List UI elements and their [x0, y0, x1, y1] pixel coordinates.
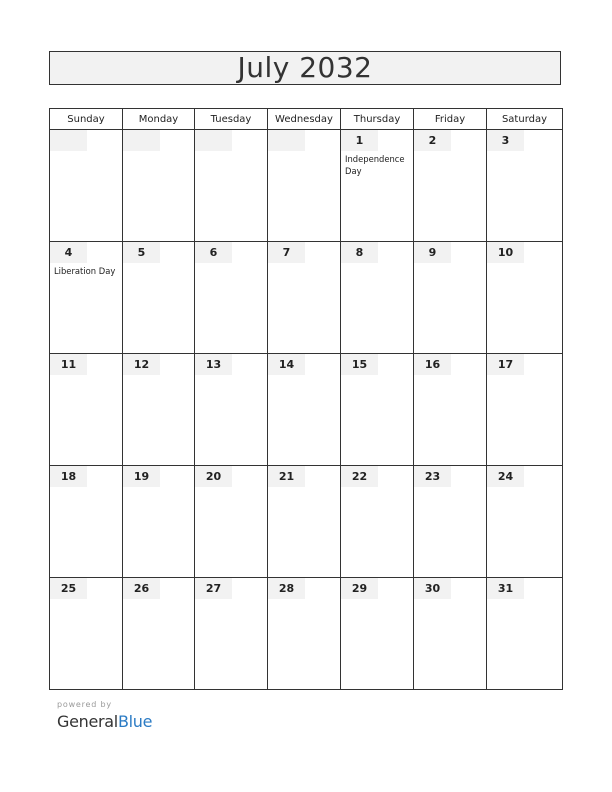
day-number: 2: [414, 130, 451, 151]
brand-footer: [57, 700, 152, 732]
brand-name-general: General: [57, 712, 118, 731]
day-cell[interactable]: [50, 130, 123, 242]
holiday-label: Liberation Day: [54, 266, 116, 276]
day-number: 5: [123, 242, 160, 263]
day-number: 20: [195, 466, 232, 487]
day-number: 1: [341, 130, 378, 151]
weekday-header-saturday: Saturday: [487, 109, 563, 130]
day-number: 31: [487, 578, 524, 599]
day-number: 25: [50, 578, 87, 599]
powered-by-text: powered by: [57, 700, 112, 709]
day-cell[interactable]: [123, 354, 195, 466]
day-cell[interactable]: [195, 354, 268, 466]
day-cell[interactable]: [487, 242, 563, 354]
weekday-header-monday: Monday: [123, 109, 195, 130]
day-number: [123, 130, 160, 151]
day-number: 11: [50, 354, 87, 375]
brand-name-blue: Blue: [117, 712, 153, 731]
day-cell[interactable]: [50, 354, 123, 466]
day-cell[interactable]: [487, 130, 563, 242]
day-cell[interactable]: [487, 466, 563, 578]
day-cell[interactable]: [268, 578, 341, 690]
day-number: 19: [123, 466, 160, 487]
day-cell[interactable]: [341, 130, 414, 242]
day-number: 14: [268, 354, 305, 375]
day-cell[interactable]: [487, 578, 563, 690]
day-cell[interactable]: [195, 242, 268, 354]
day-number: 13: [195, 354, 232, 375]
day-cell[interactable]: [268, 242, 341, 354]
day-cell[interactable]: [414, 466, 487, 578]
day-cell[interactable]: [123, 242, 195, 354]
weekday-header-wednesday: Wednesday: [268, 109, 341, 130]
day-cell[interactable]: [123, 130, 195, 242]
day-number: 12: [123, 354, 160, 375]
day-cell[interactable]: [341, 354, 414, 466]
day-cell[interactable]: [195, 466, 268, 578]
day-number: 30: [414, 578, 451, 599]
day-number: 24: [487, 466, 524, 487]
weekday-header-thursday: Thursday: [341, 109, 414, 130]
day-cell[interactable]: [341, 242, 414, 354]
day-number: 15: [341, 354, 378, 375]
day-cell[interactable]: [414, 130, 487, 242]
day-number: 18: [50, 466, 87, 487]
day-number: 22: [341, 466, 378, 487]
day-number: [195, 130, 232, 151]
day-cell[interactable]: [123, 578, 195, 690]
day-cell[interactable]: [414, 578, 487, 690]
calendar-title-box: [49, 51, 561, 85]
day-cell[interactable]: [195, 578, 268, 690]
calendar-grid: [49, 108, 563, 690]
day-cell[interactable]: [50, 466, 123, 578]
day-number: 7: [268, 242, 305, 263]
day-cell[interactable]: [123, 466, 195, 578]
day-cell[interactable]: [195, 130, 268, 242]
holiday-label: Independence Day: [345, 154, 405, 176]
day-number: 23: [414, 466, 451, 487]
day-number: 28: [268, 578, 305, 599]
weekday-header-sunday: Sunday: [50, 109, 123, 130]
day-number: 8: [341, 242, 378, 263]
day-cell[interactable]: [341, 578, 414, 690]
day-number: 4: [50, 242, 87, 263]
day-cell[interactable]: [50, 578, 123, 690]
day-number: 17: [487, 354, 524, 375]
day-cell[interactable]: [487, 354, 563, 466]
day-cell[interactable]: [268, 466, 341, 578]
day-number: [268, 130, 305, 151]
day-number: 10: [487, 242, 524, 263]
calendar-title: July 2032: [237, 51, 373, 84]
day-number: 26: [123, 578, 160, 599]
day-cell[interactable]: [268, 354, 341, 466]
weekday-header-friday: Friday: [414, 109, 487, 130]
brand-logo: [57, 712, 152, 732]
day-number: 29: [341, 578, 378, 599]
day-cell[interactable]: [414, 354, 487, 466]
day-number: 21: [268, 466, 305, 487]
day-cell[interactable]: [341, 466, 414, 578]
day-cell[interactable]: [50, 242, 123, 354]
day-number: 16: [414, 354, 451, 375]
day-number: [50, 130, 87, 151]
day-number: 6: [195, 242, 232, 263]
day-cell[interactable]: [268, 130, 341, 242]
day-number: 3: [487, 130, 524, 151]
day-number: 9: [414, 242, 451, 263]
weekday-header-tuesday: Tuesday: [195, 109, 268, 130]
day-number: 27: [195, 578, 232, 599]
day-cell[interactable]: [414, 242, 487, 354]
